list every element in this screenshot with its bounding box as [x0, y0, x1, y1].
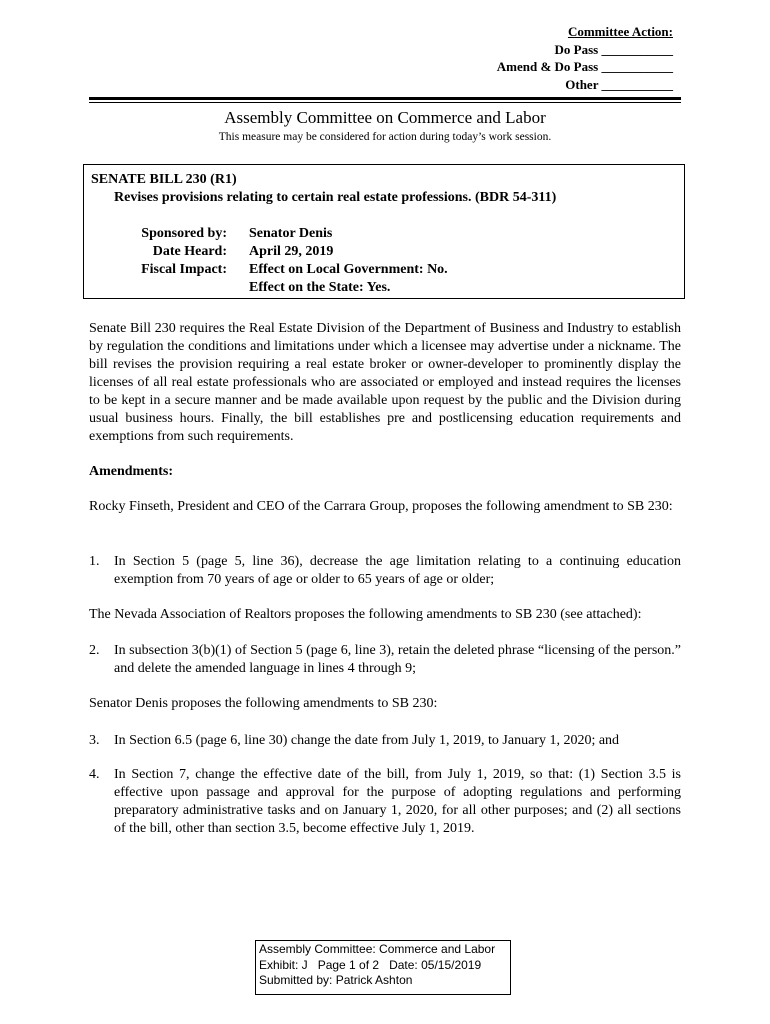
exhibit-committee: Assembly Committee: Commerce and Labor [259, 942, 496, 956]
amendment-number: 3. [89, 733, 100, 748]
exhibit-date: Date: 05/15/2019 [389, 957, 482, 972]
amendment-item [89, 642, 681, 678]
fiscal-local-value: Effect on Local Government: No. [249, 262, 448, 277]
amend-do-pass-line: Amend & Do Pass ___________ [496, 59, 673, 74]
date-heard-value: April 29, 2019 [249, 244, 334, 259]
bill-description: Revises provisions relating to certain real estate professions. (BDR 54-311) [114, 190, 557, 205]
fiscal-impact-label: Fiscal Impact: [141, 262, 227, 277]
committee-action-header: Committee Action: [567, 24, 673, 39]
bill-meta-values [249, 225, 448, 297]
date-heard-label: Date Heard: [152, 244, 227, 259]
finseth-intro: Rocky Finseth, President and CEO of the Carrara Group, proposes the following amendment to SB 230: [89, 499, 673, 514]
bill-info-box [83, 164, 685, 299]
exhibit-page: Page 1 of 2 [317, 957, 380, 972]
exhibit-line [259, 958, 507, 974]
realtors-intro: The Nevada Association of Realtors proposes the following amendments to SB 230 (see attached): [89, 607, 642, 622]
fiscal-state-value: Effect on the State: Yes. [249, 280, 391, 295]
committee-title: Assembly Committee on Commerce and Labor [224, 108, 546, 127]
amendment-number: 4. [89, 767, 100, 782]
other-line: Other ___________ [565, 76, 673, 92]
committee-action-block [497, 23, 673, 93]
bill-meta-labels [124, 225, 227, 279]
amendment-text: In Section 6.5 (page 6, line 30) change the date from July 1, 2019, to January 1, 2020; and [114, 733, 620, 748]
amendment-number: 1. [89, 554, 100, 569]
amendment-item [89, 553, 681, 589]
bill-id: SENATE BILL 230 (R1) [91, 172, 237, 187]
amendment-item [89, 766, 681, 838]
do-pass-line: Do Pass ___________ [554, 41, 673, 57]
amendment-text: In subsection 3(b)(1) of Section 5 (page 6, line 3), retain the deleted phrase “licensing of the person.” and delete the amended language in lines 4 through 9; [114, 643, 681, 676]
exhibit-stamp [255, 940, 511, 995]
header-rule-thick [89, 97, 681, 100]
amendment-text: In Section 7, change the effective date of the bill, from July 1, 2019, so that: (1) Section 3.5 is effective upon passage and approval for the purpose of adopting regulations and performing preparatory administrative tasks and on January 1, 2020, for all other purposes; and (2) all sections of the bill, other than section 3.5, become effective July 1, 2019. [114, 767, 681, 836]
amendment-text: In Section 5 (page 5, line 36), decrease the age limitation relating to a continuing education exemption from 70 years of age or older to 65 years of age or older; [114, 554, 681, 587]
sponsored-label: Sponsored by: [141, 226, 227, 241]
exhibit-id: Exhibit: J [259, 957, 308, 972]
amendments-heading: Amendments: [89, 464, 173, 479]
exhibit-submitted: Submitted by: Patrick Ashton [259, 973, 413, 987]
bill-summary: Senate Bill 230 requires the Real Estate Division of the Department of Business and Industry to establish by regulation the conditions and limitations under which a licensee may advertise under a nickname. The bill revises the provision requiring a real estate broker or owner-developer to prominently display the licenses of all real estate professionals who are associated or employed and instead requires the licenses to be kept in a secure manner and be made available upon request by the public and the Division during usual business hours. Finally, the bill establishes pre and postlicensing education requirements and exemptions from such requirements. [89, 321, 681, 444]
amendment-item [89, 732, 681, 750]
committee-subtitle: This measure may be considered for action during today’s work session. [218, 131, 552, 143]
header-rule-thin [89, 102, 681, 103]
amendment-number: 2. [89, 643, 100, 658]
denis-intro: Senator Denis proposes the following amendments to SB 230: [89, 696, 438, 711]
sponsored-value: Senator Denis [249, 226, 333, 241]
